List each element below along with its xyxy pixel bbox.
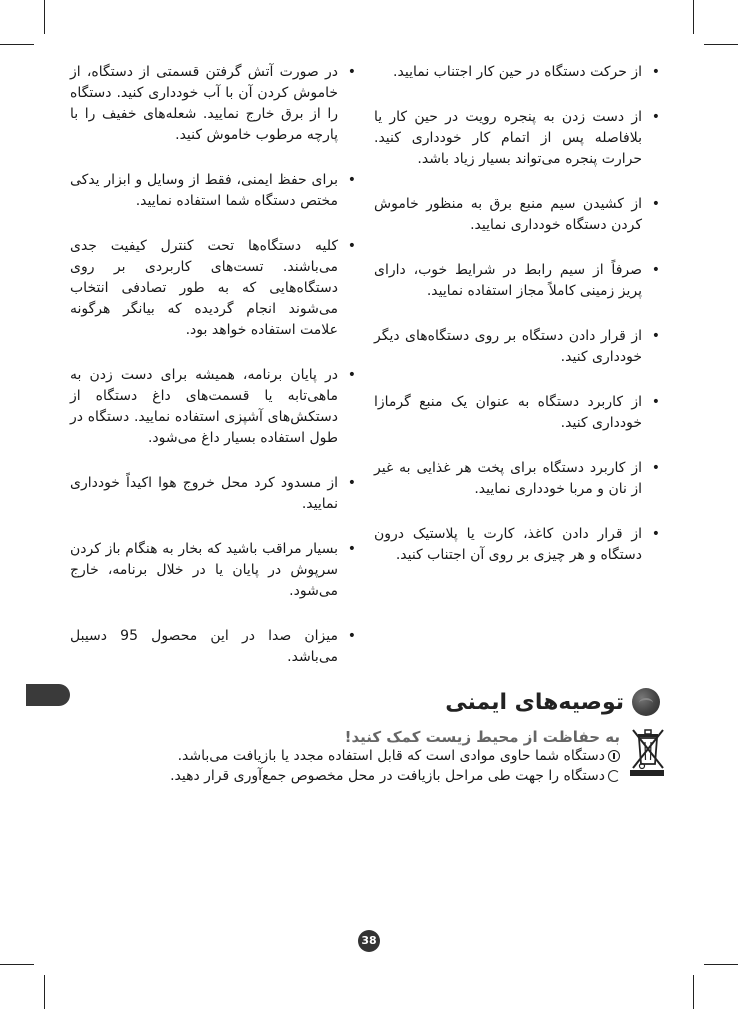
safety-item: [70, 365, 356, 449]
crop-mark: [44, 975, 45, 1009]
item-text: در صورت آتش گرفتن قسمتی از دستگاه، از خاموش کردن آن با آب خودداری کنید. دستگاه را از برق خارج نمایید. شعله‌های خفیف را با پارچه مرطوب خاموش کنید.: [70, 64, 338, 143]
item-text: میزان صدا در این محصول 95 دسیبل می‌باشد.: [70, 628, 339, 665]
safety-item: [374, 326, 660, 368]
bullet: •: [651, 394, 660, 410]
recycle-icon: [608, 770, 620, 782]
bullet: •: [347, 475, 356, 491]
environment-text: دستگاه شما حاوی موادی است که قابل استفاده مجدد یا بازیافت می‌باشد.: [177, 748, 605, 764]
environment-line: [170, 768, 620, 784]
item-text: کلیه دستگاه‌ها تحت کنترل کیفیت جدی می‌باشند. تست‌های کاربردی بر روی دستگاه‌هایی که به طور تصادفی انتخاب می‌شوند انجام گردیده که بیانگر هرگونه علامت استفاده خواهد بود.: [70, 238, 338, 338]
item-text: بسیار مراقب باشید که بخار به هنگام باز کردن سرپوش در پایان یا در خلال برنامه، خارج می‌شود.: [70, 541, 338, 599]
bullet: •: [347, 541, 356, 557]
safety-item: [374, 392, 660, 434]
safety-item: [374, 62, 660, 83]
item-text: صرفاً از سیم رابط در شرایط خوب، دارای پریز زمینی کاملاً مجاز استفاده نمایید.: [374, 262, 642, 299]
bullet: •: [347, 64, 356, 80]
section-heading: [445, 688, 660, 716]
crop-mark: [693, 0, 694, 34]
item-text: برای حفظ ایمنی، فقط از وسایل و ابزار یدکی مختص دستگاه شما استفاده نمایید.: [70, 172, 338, 209]
item-text: از کاربرد دستگاه برای پخت هر غذایی به غیر از نان و مربا خودداری نمایید.: [374, 460, 642, 497]
heading-text: توصیه‌های ایمنی: [445, 689, 624, 715]
safety-item: [374, 107, 660, 170]
safety-item: [374, 260, 660, 302]
item-text: از کشیدن سیم منبع برق به منظور خاموش کردن دستگاه خودداری نمایید.: [374, 196, 642, 233]
crop-mark: [0, 44, 34, 45]
bin-bar: [630, 770, 664, 776]
item-text: از دست زدن به پنجره رویت در حین کار یا بلافاصله پس از اتمام کار خودداری کنید. حرارت پنجره می‌تواند بسیار زیاد باشد.: [374, 109, 642, 167]
item-text: در پایان برنامه، همیشه برای دست زدن به ماهی‌تابه یا قسمت‌های داغ دستگاه از دستکش‌های آشپزی استفاده نمایید. دستگاه در طول استفاده بسیار داغ می‌شود.: [70, 367, 338, 446]
bullet: •: [347, 238, 356, 254]
bullet: •: [651, 262, 660, 278]
bullet: •: [651, 460, 660, 476]
left-column: [70, 62, 356, 692]
safety-item: [374, 194, 660, 236]
safety-item: [70, 62, 356, 146]
safety-item: [70, 539, 356, 602]
language-tab: [26, 684, 70, 706]
bullet: •: [651, 109, 660, 125]
crop-mark: [704, 44, 738, 45]
crop-mark: [0, 964, 34, 965]
environment-title: به حفاظت از محیط زیست کمک کنید!: [344, 728, 620, 746]
safety-item: [70, 473, 356, 515]
safety-item: [70, 236, 356, 341]
crop-mark: [704, 964, 738, 965]
safety-item: [70, 170, 356, 212]
bullet: •: [347, 367, 356, 383]
bullet: •: [347, 172, 356, 188]
right-column: [374, 62, 660, 590]
bullet: •: [651, 64, 660, 80]
safety-item: [374, 524, 660, 566]
bullet: •: [651, 328, 660, 344]
safety-item: [70, 626, 356, 668]
crop-mark: [693, 975, 694, 1009]
info-icon: [608, 750, 620, 762]
item-text: از حرکت دستگاه در حین کار اجتناب نمایید.: [393, 64, 642, 80]
safety-item: [374, 458, 660, 500]
item-text: از کاربرد دستگاه به عنوان یک منبع گرمازا خودداری کنید.: [374, 394, 642, 431]
crop-mark: [44, 0, 45, 34]
environment-text: دستگاه را جهت طی مراحل بازیافت در محل مخصوص جمع‌آوری قرار دهید.: [170, 768, 605, 784]
environment-line: [178, 748, 620, 764]
page-number: 38: [358, 930, 380, 952]
item-text: از قرار دادن دستگاه بر روی دستگاه‌های دیگر خودداری کنید.: [374, 328, 642, 365]
globe-icon: [632, 688, 660, 716]
item-text: از مسدود کرد محل خروج هوا اکیداً خودداری نمایید.: [70, 475, 338, 512]
bullet: •: [651, 526, 660, 542]
bullet: •: [651, 196, 660, 212]
item-text: از قرار دادن کاغذ، کارت یا پلاستیک درون دستگاه و هر چیزی بر روی آن اجتناب کنید.: [374, 526, 642, 563]
bullet: •: [347, 628, 356, 644]
